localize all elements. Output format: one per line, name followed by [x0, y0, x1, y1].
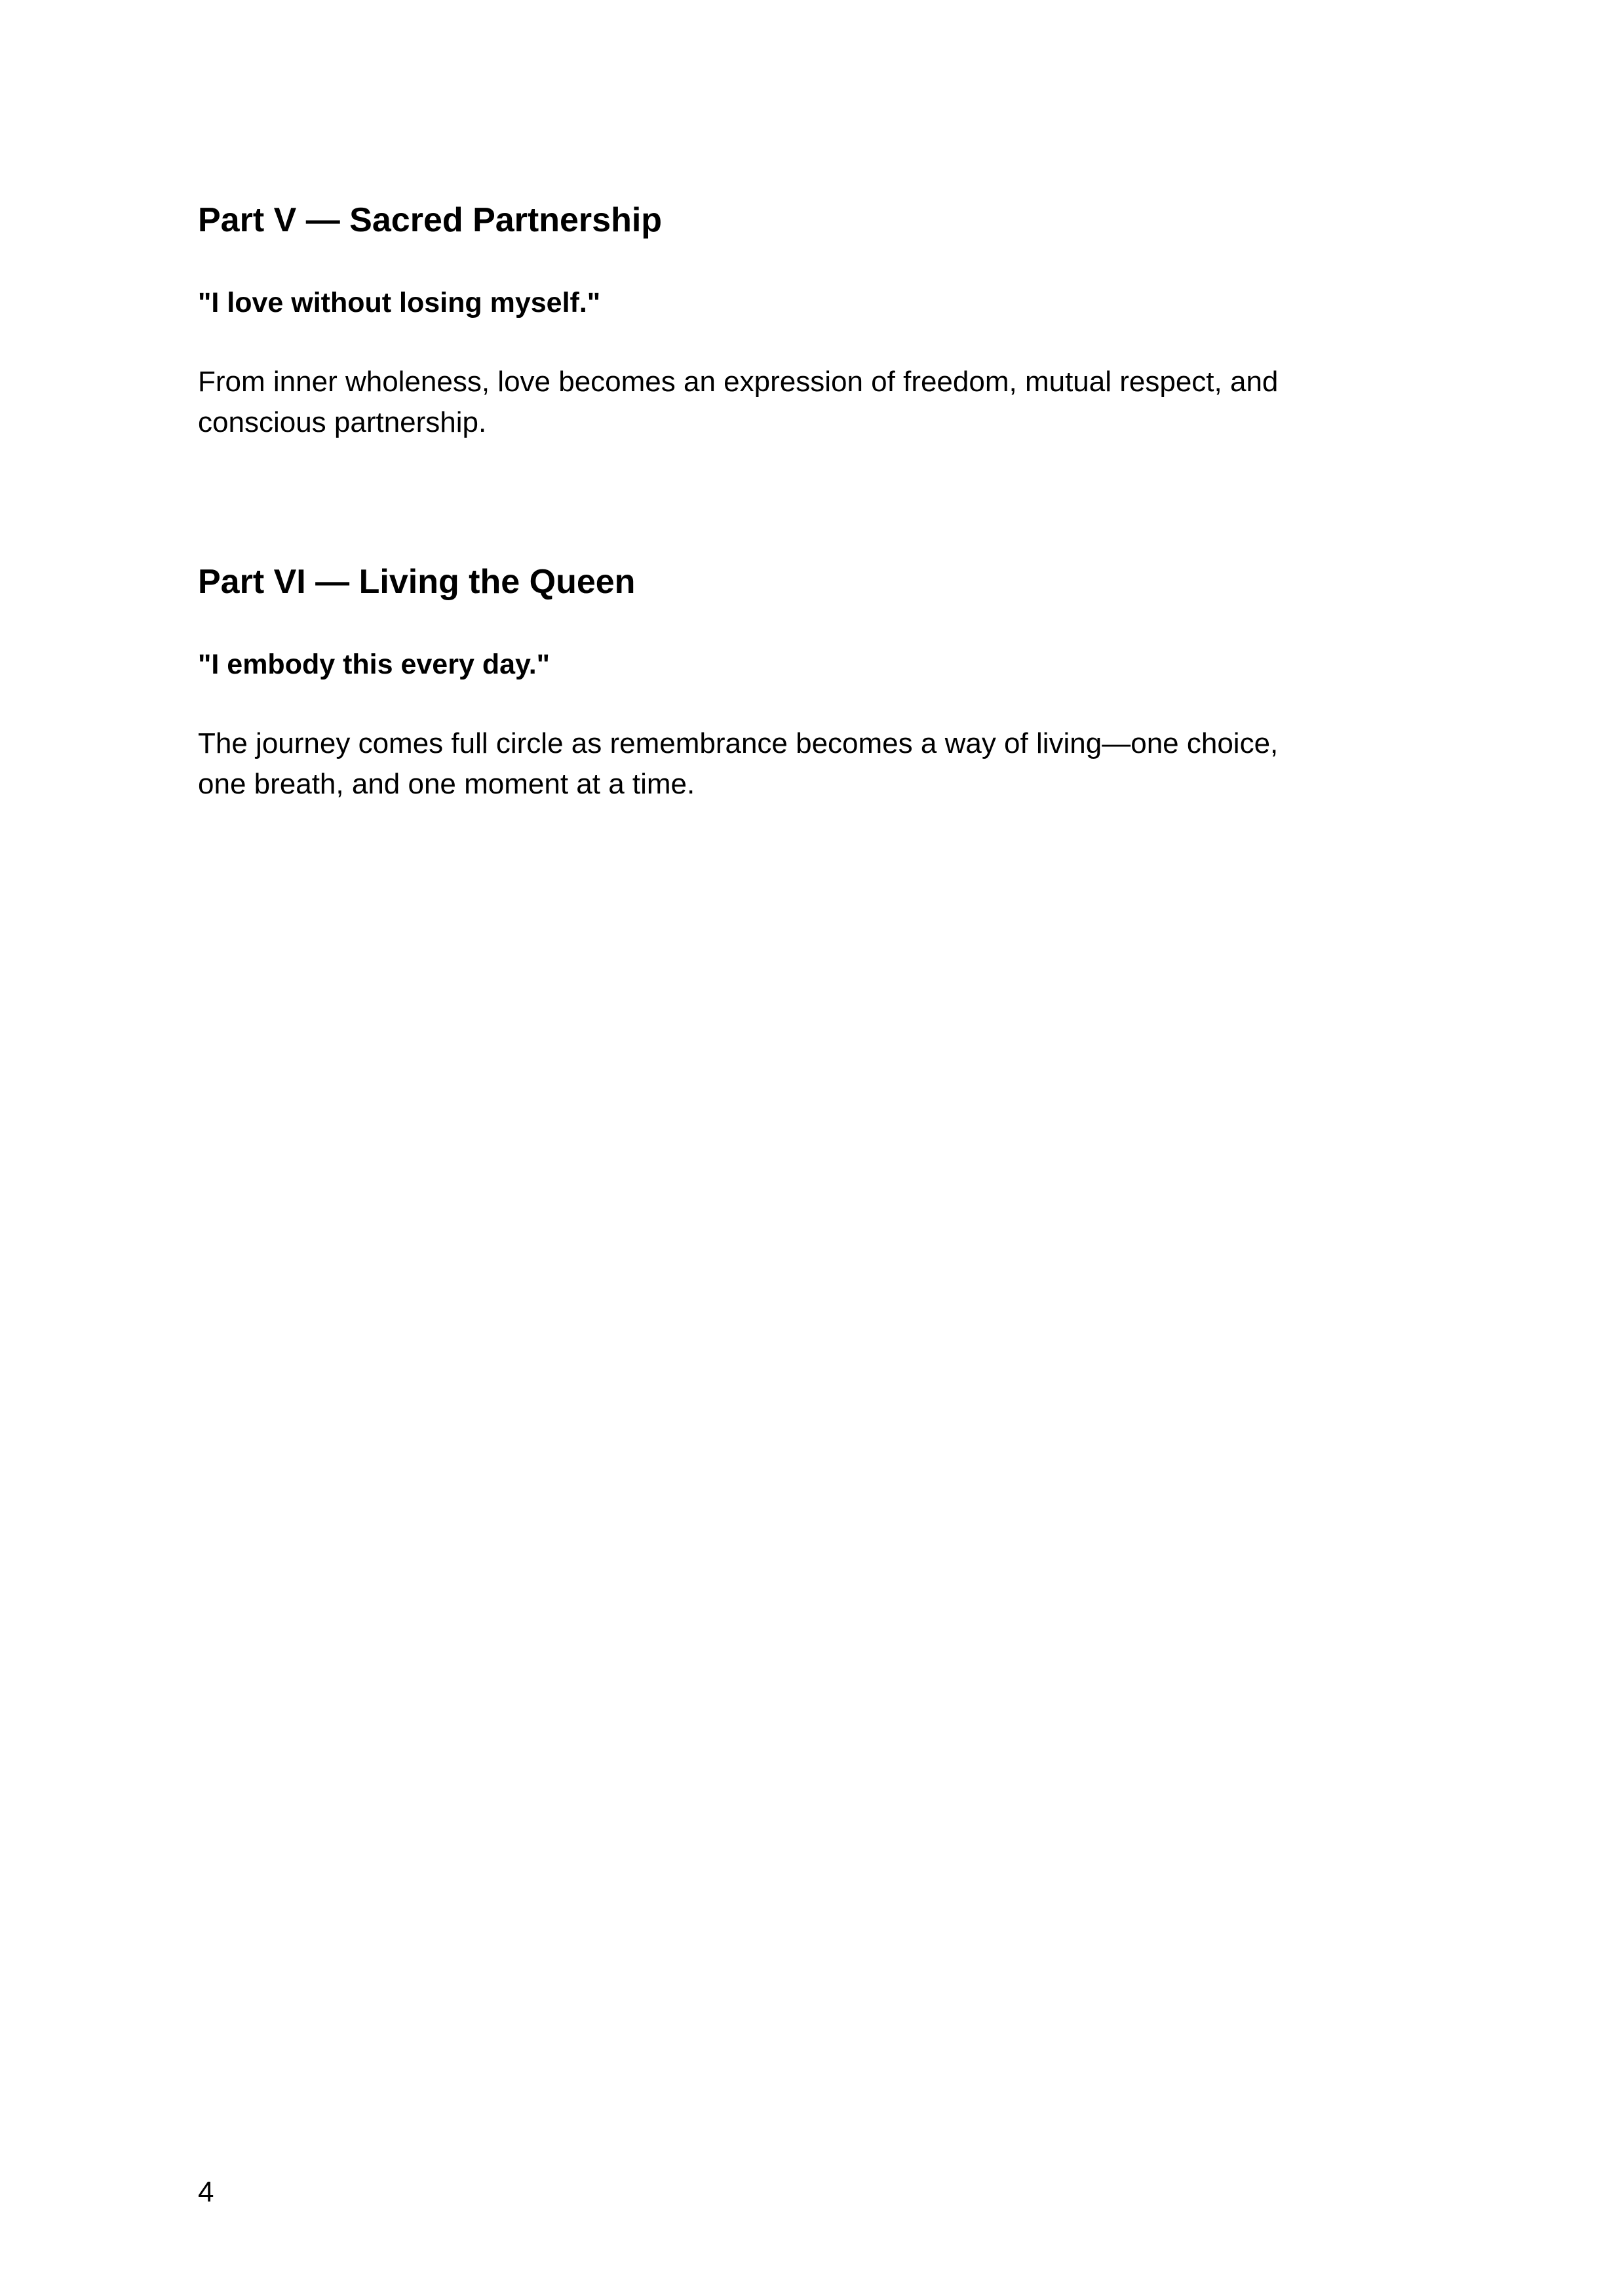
section-heading: Part VI — Living the Queen [198, 563, 636, 601]
page-number: 4 [198, 2176, 214, 2208]
section-body: The journey comes full circle as remembrance becomes a way of living—one choice, one breath, and one moment at a time. [198, 727, 1279, 800]
section-quote: "I love without losing myself." [198, 287, 601, 318]
section-part-v [198, 197, 1312, 438]
section-heading: Part V — Sacred Partnership [198, 201, 663, 239]
section-quote: "I embody this every day." [198, 649, 551, 680]
section-body: From inner wholeness, love becomes an expression of freedom, mutual respect, and conscious partnership. [198, 366, 1279, 438]
section-part-vi [198, 558, 1312, 800]
